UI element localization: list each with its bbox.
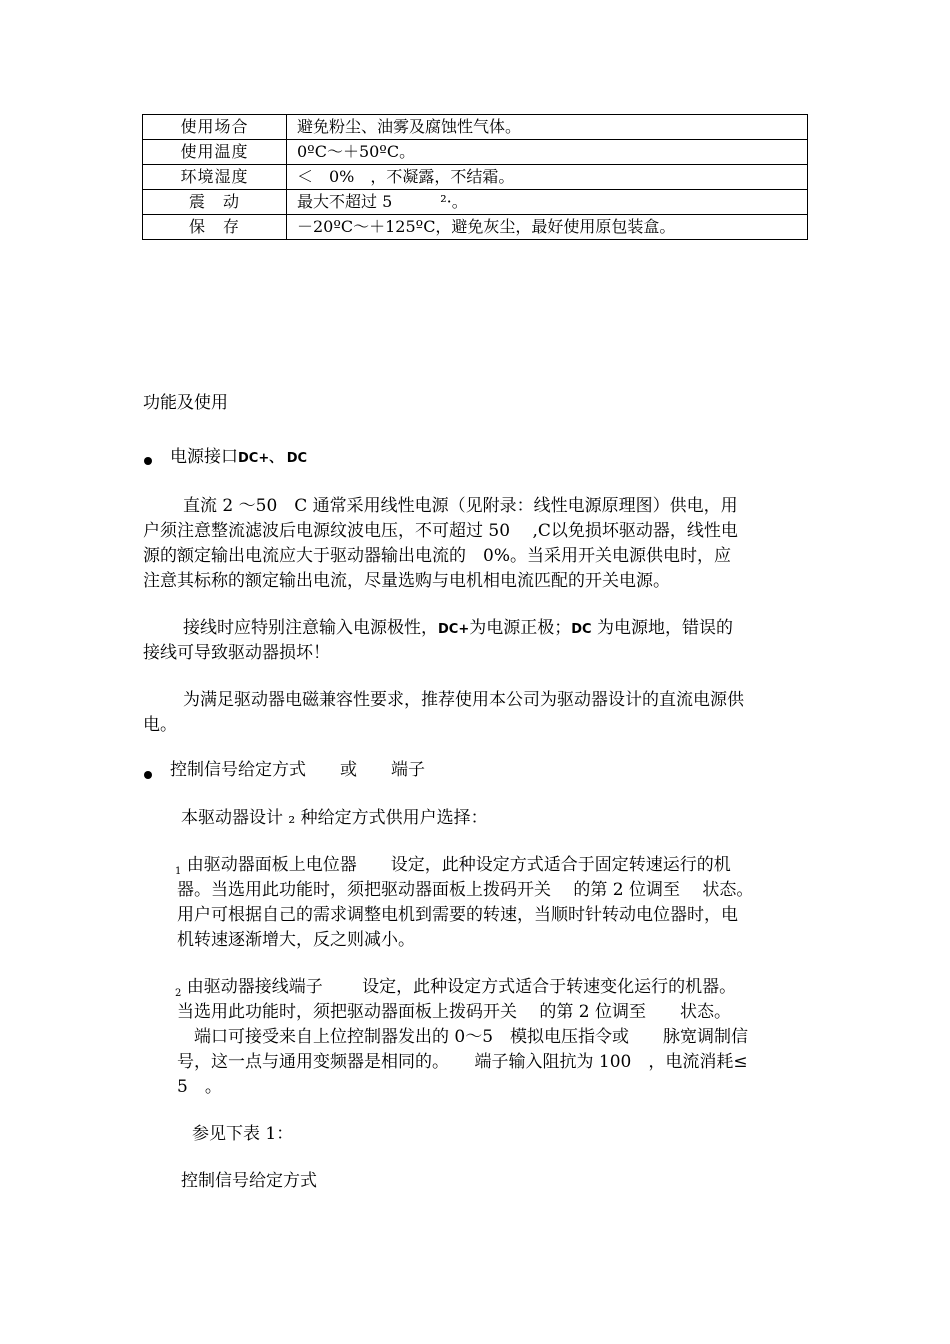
power-para3-line: 电。 [143,715,177,735]
spec-table [142,114,808,240]
item-text: 由驱动器接线端子 设定，此种设定方式适合于转速变化运行的机器。 [186,977,737,997]
bullet-icon [144,771,152,779]
table-row [143,190,808,215]
see-table-note: 参见下表 1： [192,1124,294,1144]
power-para1-line: 注意其标称的额定输出电流，尽量选购与电机相电流匹配的开关电源。 [143,571,670,591]
power-para3-line: 为满足驱动器电磁兼容性要求，推荐使用本公司为驱动器设计的直流电源供 [183,690,744,710]
control-item2-line: 端口可接受来自上位控制器发出的 0～5 模拟电压指令或 脉宽调制信 [177,1027,749,1047]
dc-label: DC [571,622,592,637]
row-value: 最大不超过 5 ²·。 [287,190,808,215]
control-item1-line: 器。当选用此功能时，须把驱动器面板上拨码开关 的第 2 位调至 状态。 [177,880,754,900]
row-label: 使用场合 [143,115,287,140]
item-text: 由驱动器面板上电位器 设定，此种设定方式适合于固定转速运行的机 [186,855,731,875]
power-para2-line: 接线可导致驱动器损坏！ [143,643,330,663]
item-number: 2 [175,988,182,999]
power-para2-text: 为电源正极； [469,618,572,638]
table-row [143,215,808,240]
control-item2-line: 5 。 [177,1077,222,1097]
power-heading [170,445,307,471]
row-value: ＜ 0% ，不凝露，不结霜。 [287,165,808,190]
row-label: 保 存 [143,215,287,240]
table-row [143,165,808,190]
row-label: 震 动 [143,190,287,215]
table-row [143,140,808,165]
control-heading: 控制信号给定方式 或 端子 [170,760,425,780]
control-item1-line: 用户可根据自己的需求调整电机到需要的转速，当顺时针转动电位器时，电 [177,905,738,925]
power-para2-text: 为电源地，错误的 [591,618,733,638]
power-para2-line [183,616,733,642]
power-para1-line: 直流 2 ～50 C 通常采用线性电源（见附录：线性电源原理图）供电，用 [183,496,738,516]
control-item2-line: 当选用此功能时，须把驱动器面板上拨码开关 的第 2 位调至 状态。 [177,1002,732,1022]
dc-plus-label: DC+ [438,622,470,637]
table-row [143,115,808,140]
control-item2-line: 号，这一点与通用变频器是相同的。 端子输入阻抗为 100 ，电流消耗≤ [177,1052,748,1072]
row-value: －20ºC～＋125ºC，避免灰尘，最好使用原包装盒。 [287,215,808,240]
row-value: 0ºC～＋50ºC。 [287,140,808,165]
power-heading-text: 电源接口 [170,447,238,467]
control-item1-line: 机转速逐渐增大，反之则减小。 [177,930,415,950]
row-value: 避免粉尘、油雾及腐蚀性气体。 [287,115,808,140]
section-title: 功能及使用 [143,393,228,413]
power-para2-text: 接线时应特别注意输入电源极性， [183,618,438,638]
row-label: 使用温度 [143,140,287,165]
item-number: 1 [175,866,182,877]
power-para1-line: 户须注意整流滤波后电源纹波电压，不可超过 50 ,C以免损坏驱动器，线性电 [143,521,738,541]
power-heading-dc: DC+、 DC [238,451,308,466]
power-para1-line: 源的额定输出电流应大于驱动器输出电流的 0%。当采用开关电源供电时，应 [143,546,731,566]
row-label: 环境湿度 [143,165,287,190]
bullet-icon [144,457,152,465]
control-intro: 本驱动器设计 ₂ 种给定方式供用户选择： [181,808,488,828]
table-caption: 控制信号给定方式 [181,1171,317,1191]
